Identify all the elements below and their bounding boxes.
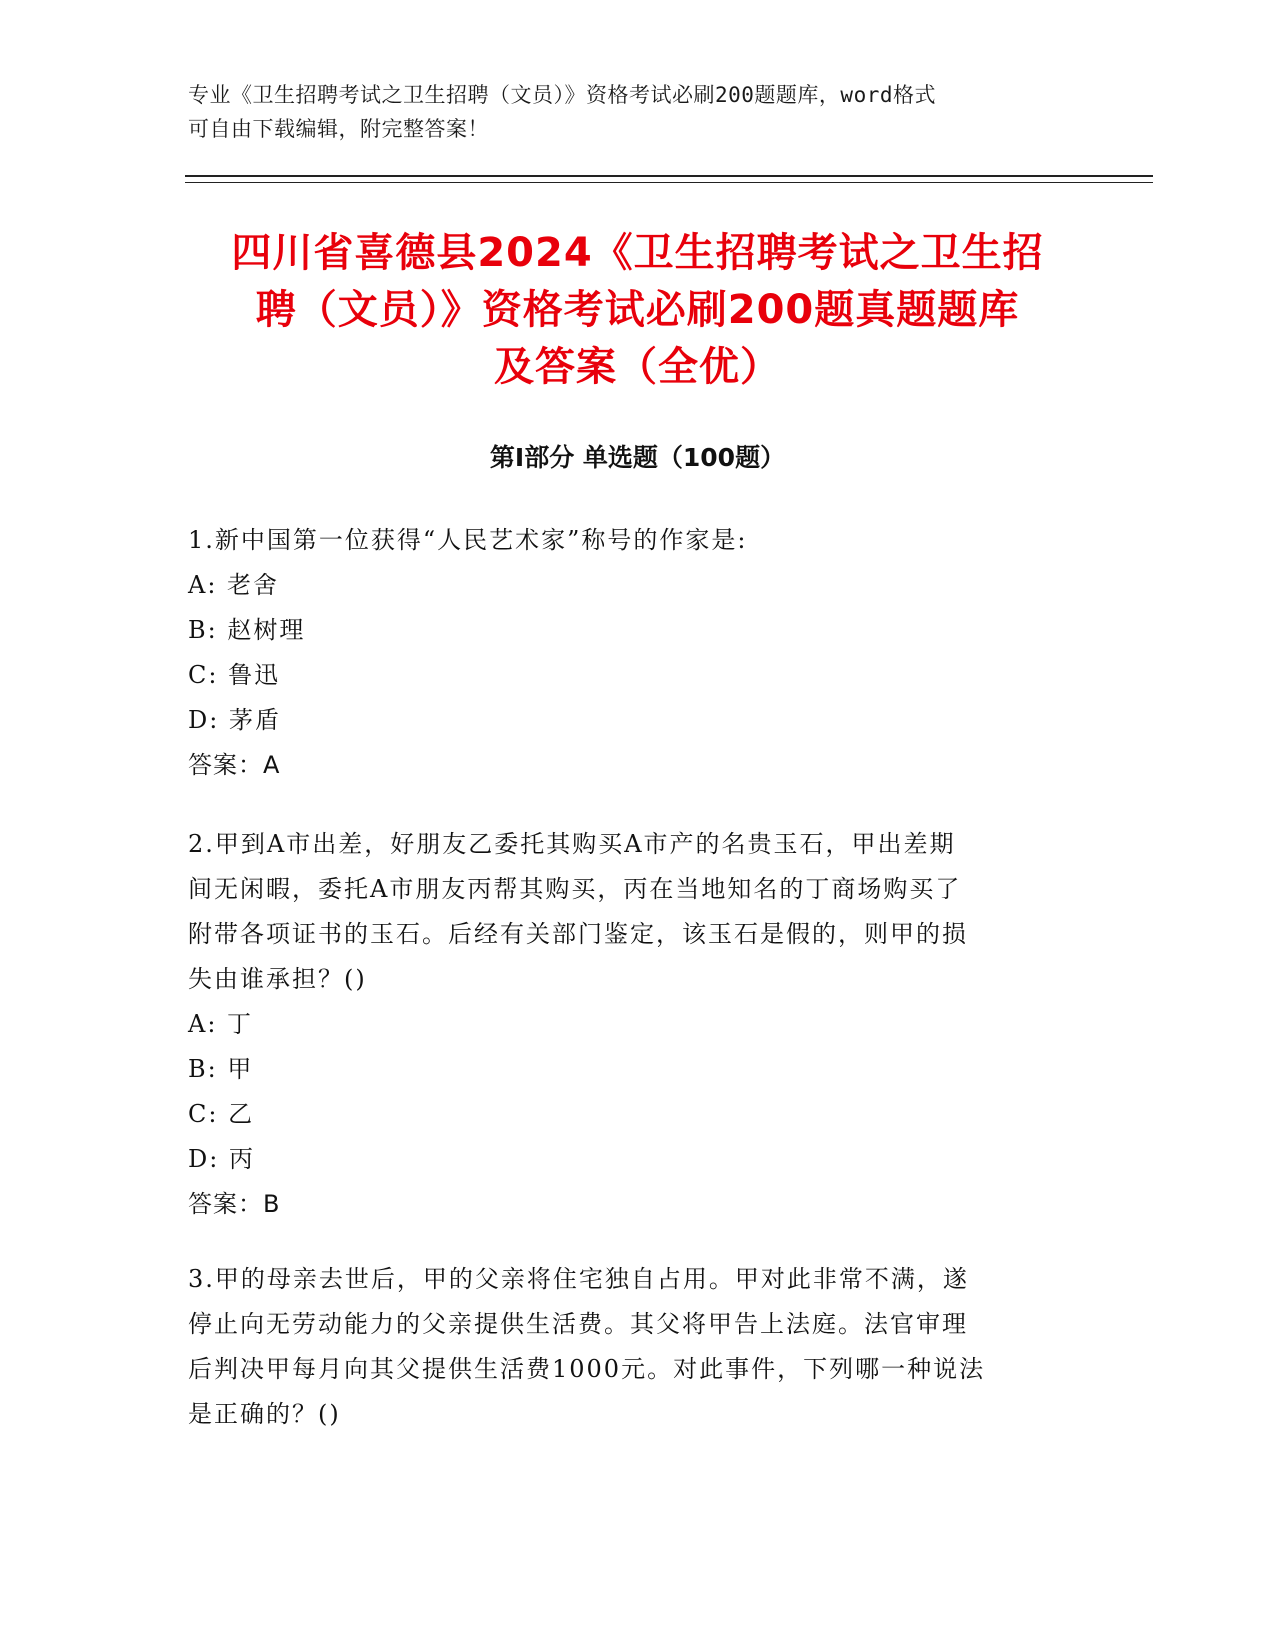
question-2-answer: 答案：B <box>188 1190 281 1218</box>
question-1-option-c: C: 鲁迅 <box>188 661 281 689</box>
question-1-option-d: D: 茅盾 <box>188 706 281 734</box>
question-1-text: 1.新中国第一位获得“人民艺术家”称号的作家是: <box>188 526 748 554</box>
document-title-line-2: 聘（文员）》资格考试必刷200题真题题库 <box>255 287 1020 333</box>
header-divider-thick <box>185 175 1153 177</box>
question-3-text-line-4: 是正确的？() <box>188 1400 341 1428</box>
question-3-text-line-3: 后判决甲每月向其父提供生活费1000元。对此事件，下列哪一种说法 <box>188 1355 986 1383</box>
header-note-line-2: 可自由下载编辑，附完整答案！ <box>188 117 489 141</box>
document-title-line-3: 及答案（全优） <box>494 344 781 390</box>
question-1-option-a: A: 老舍 <box>188 571 280 599</box>
question-1 <box>188 518 1068 788</box>
question-2-text-line-4: 失由谁承担？() <box>188 965 367 993</box>
header-divider-thin <box>185 182 1153 183</box>
question-3-text-line-2: 停止向无劳动能力的父亲提供生活费。其父将甲告上法庭。法官审理 <box>188 1310 968 1338</box>
question-2-option-b: B: 甲 <box>188 1055 254 1083</box>
header-note <box>188 78 1068 146</box>
question-3-text-line-1: 3.甲的母亲去世后，甲的父亲将住宅独自占用。甲对此非常不满，遂 <box>188 1265 969 1293</box>
question-2-option-a: A: 丁 <box>188 1010 254 1038</box>
question-2 <box>188 822 1068 1227</box>
question-2-option-c: C: 乙 <box>188 1100 255 1128</box>
question-2-text-line-3: 附带各项证书的玉石。后经有关部门鉴定，该玉石是假的，则甲的损 <box>188 920 968 948</box>
header-note-line-1: 专业《卫生招聘考试之卫生招聘（文员）》资格考试必刷200题题库，word格式 <box>188 83 936 107</box>
section-title: 第Ⅰ部分 单选题（100题） <box>489 443 786 472</box>
question-2-option-d: D: 丙 <box>188 1145 255 1173</box>
question-2-text-line-1: 2.甲到A市出差，好朋友乙委托其购买A市产的名贵玉石，甲出差期 <box>188 830 956 858</box>
document-title <box>150 225 1125 396</box>
question-3 <box>188 1257 1068 1437</box>
question-2-text-line-2: 间无闲暇，委托A市朋友丙帮其购买，丙在当地知名的丁商场购买了 <box>188 875 962 903</box>
question-1-answer: 答案：A <box>188 751 281 779</box>
document-title-line-1: 四川省喜德县2024《卫生招聘考试之卫生招 <box>231 230 1044 276</box>
question-1-option-b: B: 赵树理 <box>188 616 306 644</box>
